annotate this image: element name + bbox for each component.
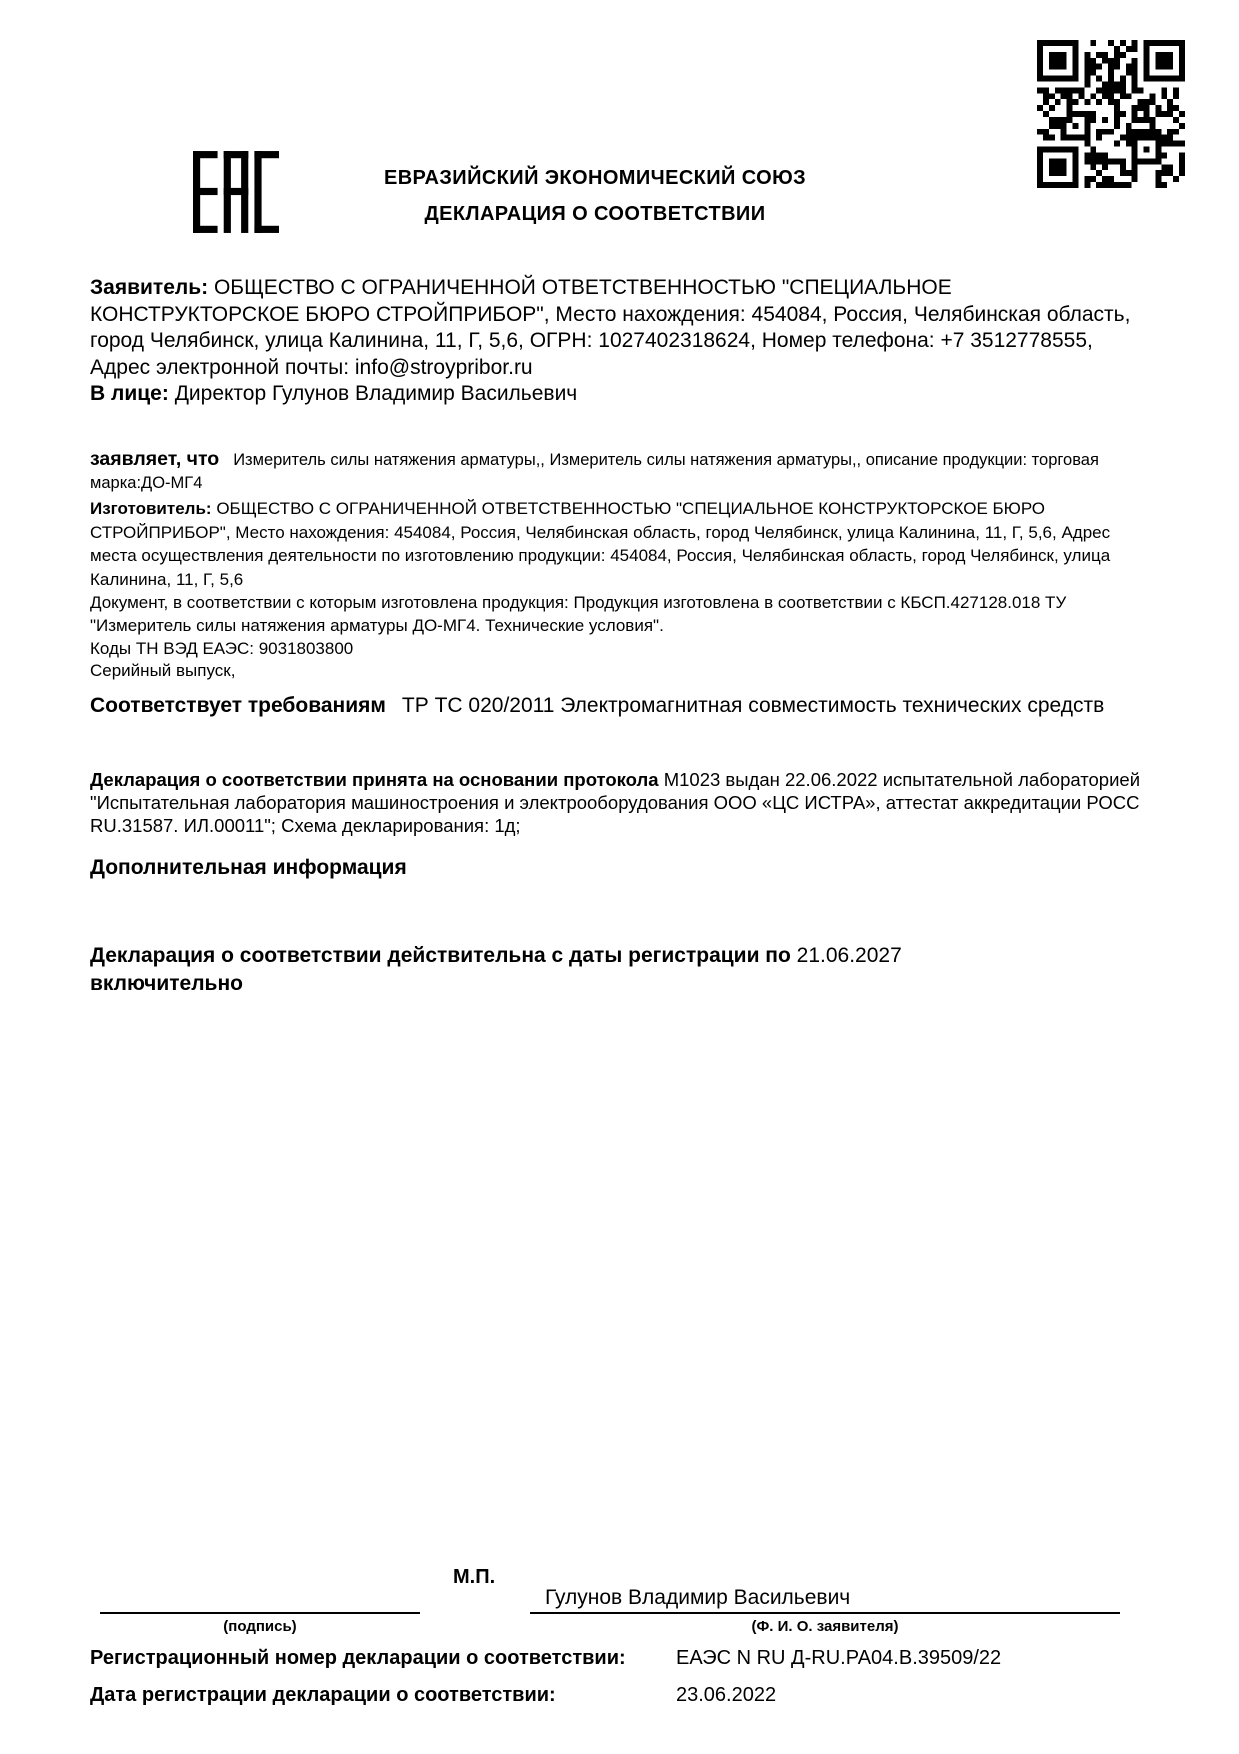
- validity-label: Декларация о соответствии действительна с даты регистрации по: [90, 944, 791, 967]
- union-title: ЕВРАЗИЙСКИЙ ЭКОНОМИЧЕСКИЙ СОЮЗ: [383, 167, 807, 189]
- signatory-name: Гулунов Владимир Васильевич: [545, 1586, 851, 1609]
- tnved-codes-text: Коды ТН ВЭД ЕАЭС: 9031803800: [90, 639, 354, 658]
- registration-number-value: ЕАЭС N RU Д-RU.РА04.В.39509/22: [676, 1647, 1002, 1669]
- declares-label: заявляет, что: [90, 447, 220, 470]
- complies-text: ТР ТС 020/2011 Электромагнитная совместимость технических средств: [401, 694, 1105, 717]
- qr-code-icon: [1037, 40, 1185, 188]
- product-document-text: Документ, в соответствии с которым изготовлена продукция: Продукция изготовлена в соответствии с КБСП.427128.018 ТУ "Измеритель силы натяжения арматуры ДО-МГ4. Технические условия".: [90, 593, 1067, 635]
- signature-caption: (подпись): [223, 1618, 297, 1635]
- in-person-label: В лице:: [90, 382, 169, 405]
- registration-number-row: [90, 1647, 1155, 1670]
- basis-label: Декларация о соответствии принята на основании протокола: [90, 768, 659, 790]
- registration-number-label: Регистрационный номер декларации о соответствии:: [90, 1647, 626, 1669]
- validity-date: 21.06.2027: [796, 944, 902, 967]
- complies-label: Соответствует требованиям: [90, 694, 386, 717]
- registration-date-label: Дата регистрации декларации о соответствии:: [90, 1684, 556, 1706]
- manufacturer-section: [90, 497, 1155, 591]
- signature-line: [100, 1612, 420, 1614]
- declares-text: Измеритель силы натяжения арматуры,, Измеритель силы натяжения арматуры,, описание продукции: торговая марка:ДО-МГ4: [90, 450, 1099, 492]
- registration-date-value: 23.06.2022: [676, 1684, 777, 1706]
- additional-info-label: Дополнительная информация: [90, 856, 407, 879]
- declares-section: [90, 448, 1155, 495]
- applicant-text: ОБЩЕСТВО С ОГРАНИЧЕННОЙ ОТВЕТСТВЕННОСТЬЮ "СПЕЦИАЛЬНОЕ КОНСТРУКТОРСКОЕ БЮРО СТРОЙПРИБОР", Место нахождения: 454084, Россия, Челябинская область, город Челябинск, улица Калинина, 11, Г, 5,6, ОГРН: 1027402318624, Номер телефона: +7 3512778555, Адрес электронной почты: info@stroypribor.ru: [90, 276, 1131, 379]
- name-line: [530, 1612, 1120, 1614]
- complies-section: [90, 692, 1120, 720]
- stamp-place-label: М.П.: [453, 1566, 496, 1588]
- name-caption: (Ф. И. О. заявителя): [751, 1618, 899, 1635]
- manufacturer-label: Изготовитель:: [90, 499, 212, 518]
- validity-suffix: включительно: [90, 972, 243, 995]
- serial-release-text: Серийный выпуск,: [90, 661, 236, 680]
- document-title: ДЕКЛАРАЦИЯ О СООТВЕТСТВИИ: [424, 203, 766, 225]
- in-person-text: Директор Гулунов Владимир Васильевич: [174, 382, 578, 405]
- in-person-section: [90, 381, 1155, 407]
- validity-section: [90, 942, 1155, 998]
- basis-text: М1023 выдан 22.06.2022 испытательной лабораторией "Испытательная лаборатория машиностроения и электрооборудования ООО «ЦС ИСТРА», аттестат аккредитации РОСС RU.31587. ИЛ.00011"; Схема декларирования: 1д;: [90, 768, 1141, 836]
- registration-date-row: [90, 1684, 1155, 1707]
- applicant-label: Заявитель:: [90, 276, 209, 299]
- applicant-section: [90, 275, 1155, 381]
- basis-section: [90, 768, 1155, 837]
- manufacturer-text: ОБЩЕСТВО С ОГРАНИЧЕННОЙ ОТВЕТСТВЕННОСТЬЮ "СПЕЦИАЛЬНОЕ КОНСТРУКТОРСКОЕ БЮРО СТРОЙПРИБОР", Место нахождения: 454084, Россия, Челябинская область, город Челябинск, улица Калинина, 11, Г, 5,6, Адрес места осуществления деятельности по изготовлению продукции: 454084, Россия, Челябинская область, город Челябинск, улица Калинина, 11, Г, 5,6: [90, 499, 1111, 589]
